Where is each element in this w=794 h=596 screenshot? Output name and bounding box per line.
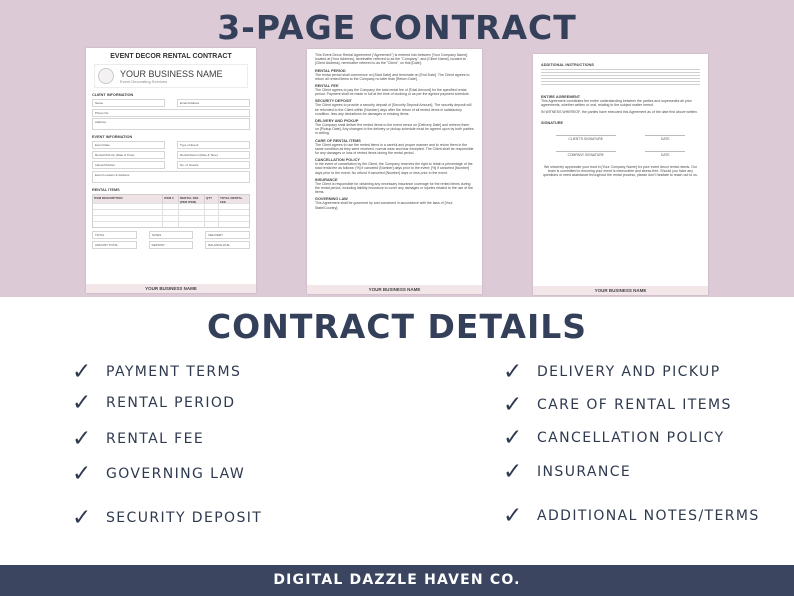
page-footer [307,285,482,294]
section-heading: SIGNATURE [541,120,564,125]
total-field: DEPOSIT [149,241,194,249]
checkmark-icon: ✓ [72,461,92,487]
note-line [541,78,700,79]
checkmark-icon: ✓ [72,390,92,416]
detail-label: CANCELLATION POLICY [537,430,725,446]
section-text: In the event of cancellation by the Client, the Company reserves the right to retain a percentage of the total rental fee as follows: [%] if canceled [Number] days prior to the event; [%] if canceled [Number] days prior to the event; No refund if canceled [Number] days or less prior to the event. [315,162,473,175]
business-header [94,64,248,88]
table-row [93,215,249,221]
detail-label: DELIVERY AND PICKUP [537,364,721,380]
signature-label: CLIENT'S SIGNATURE [556,135,616,141]
checkmark-icon: ✓ [72,359,92,385]
form-field: Rental Return (Date & Time) [177,151,250,159]
section-heading: RENTAL FEE [315,84,339,89]
checkmark-icon: ✓ [72,505,92,531]
total-field: TAXES [149,231,194,239]
contract-page-2-preview [307,49,482,294]
checkmark-icon: ✓ [503,392,523,418]
detail-item [72,390,235,416]
form-field: Event Location & Address [92,171,250,183]
contract-page-1-preview [86,48,256,293]
table-row [93,209,249,215]
business-name: YOUR BUSINESS NAME [120,68,223,79]
section-heading: CANCELLATION POLICY [315,158,360,163]
note-line [541,81,700,82]
checkmark-icon: ✓ [503,359,523,385]
total-field: AMOUNT TOTAL [92,241,137,249]
section-heading: ENTIRE AGREEMENT [541,95,581,99]
note-line [541,75,700,76]
checkmark-icon: ✓ [503,425,523,451]
total-field: TOTAL [92,231,137,239]
checkmark-icon: ✓ [72,426,92,452]
section-heading: DELIVERY AND PICKUP [315,119,359,124]
form-field: Email Address [177,99,250,107]
detail-label: ADDITIONAL NOTES/TERMS [537,508,760,524]
section-text: The rental period shall commence on [Start Date] and terminate on [End Date]. The Client agrees to return all rented items to the Company no later than [Return Date]. [315,72,470,81]
intro-paragraph: This Event Decor Rental Agreement ("Agreement") is entered into between [Your Company Name], located at [Your Address], hereinafter referred to as the "Company", and [Client Name], located at [Client Address], hereinafter referred to as the "Client", on this [Date]. [315,53,469,66]
signature-label: DATE [645,135,685,141]
detail-item [72,505,262,531]
detail-label: RENTAL PERIOD [106,395,236,411]
section-heading: SECURITY DEPOSIT [315,99,352,104]
detail-item [72,359,241,385]
section-text: This Agreement constitutes the entire understanding between the parties and supersedes all prior agreements, whether written or oral, relating to the subject matter hereof. [541,99,692,108]
section-heading: ADDITIONAL INSTRUCTIONS [541,63,594,67]
contract-page-3-preview [533,54,708,295]
section-heading: RENTAL PERIOD [315,68,346,73]
table-row [93,203,249,209]
detail-label: GOVERNING LAW [106,466,246,482]
table-row [93,221,249,227]
detail-item [503,459,631,485]
rental-section-heading: RENTAL ITEMS [92,188,120,192]
detail-item [72,426,204,452]
total-field: DELIVERY [205,231,250,239]
form-field: No. of Guests [177,161,250,169]
page-title: 3-PAGE CONTRACT [217,8,577,47]
page-footer [533,286,708,295]
event-section-heading: EVENT INFORMATION [92,135,133,139]
section-text: The Client is responsible for obtaining any necessary insurance coverage for the rented items during the rental period, including liability insurance to cover any damages or injuries related to the use of the items. [315,181,473,195]
table-header: ITEM # [163,195,179,203]
table-header: RENTAL FEE (PER ITEM) [179,195,205,203]
section-text: The Client agrees to pay the Company the total rental fee of [Total Amount] for the specified rental period. Payment shall be made in full at the time of booking or as per the agreed payment schedule. [315,88,470,97]
detail-item [503,392,732,418]
brand-footer: DIGITAL DAZZLE HAVEN CO. [0,565,794,596]
detail-label: CARE OF RENTAL ITEMS [537,397,732,413]
details-title: CONTRACT DETAILS [206,307,588,346]
section-text: The Client agrees to provide a security deposit of [Security Deposit Amount]. The security deposit will be refunded to the Client within [Number] days after the return of all rented items in satisfactory condition, less any deductions for damages or missing items. [315,103,472,116]
detail-item [503,425,725,451]
detail-label: RENTAL FEE [106,431,205,447]
footer-business-name: YOUR BUSINESS NAME [145,286,197,291]
section-text: This Agreement shall be governed by and construed in accordance with the laws of [Your State/Country]. [315,201,453,210]
form-field: Name [92,99,165,107]
checkmark-icon: ✓ [503,503,523,529]
detail-item [503,503,760,529]
section-heading: INSURANCE [315,177,338,182]
signature-label: DATE [645,151,685,157]
form-field: Event Date [92,141,165,149]
table-header: TOTAL RENTAL FEE [220,196,243,204]
checkmark-icon: ✓ [503,459,523,485]
note-line [541,72,700,73]
section-heading: CARE OF RENTAL ITEMS [315,138,361,143]
preview-banner [0,0,794,297]
signature-label: COMPANY SIGNATURE [556,151,616,157]
detail-label: PAYMENT TERMS [106,364,242,380]
form-field: Phone No. [92,109,250,117]
section-text: The Client agrees to use the rented items in a careful and proper manner and to return them in the same condition as they were received, normal wear and tear excepted. The Client shall be responsible for any damages or loss of rented items during the rental period. [315,142,474,156]
rental-items-table [92,194,250,228]
section-text: The Company shall deliver the rented items to the event venue on [Delivery Date] and retrieve them on [Pickup Date]. Any changes to the delivery or pickup schedule must be agreed upon by both parties in writing. [315,123,474,136]
note-line [541,84,700,85]
form-field: Indoor/Outdoor [92,161,165,169]
form-field: Rental Pick-Up (Date & Time) [92,151,165,159]
form-field: Type of Event [177,141,250,149]
detail-item [72,461,245,487]
total-field: BALANCE DUE [205,241,250,249]
closing-text: We sincerely appreciate your trust in [Your Company Name] for your event decor rental needs. Our team is committed to ensuring your event is memorable and stress-free. Should you have any questions or need assistance throughout the rental process, please don't hesitate to reach out to us. [543,164,698,178]
contract-title: EVENT DECOR RENTAL CONTRACT [110,53,232,60]
footer-business-name: YOUR BUSINESS NAME [594,288,647,293]
note-line [541,69,700,70]
footer-business-name: YOUR BUSINESS NAME [368,287,421,292]
table-header: QTY [205,195,219,203]
section-heading: GOVERNING LAW [315,197,348,202]
table-header: ITEM DESCRIPTION [93,195,163,203]
witness-text: IN WITNESS WHEREOF, the parties have executed this Agreement as of the date first above written. [541,110,698,115]
client-section-heading: CLIENT INFORMATION [92,93,134,97]
logo-placeholder-icon [98,68,114,84]
detail-label: INSURANCE [537,464,632,480]
page-footer [86,284,256,293]
detail-item [503,359,721,385]
form-field: Address [92,118,250,130]
business-subtitle: Event Decorating Services [120,78,168,84]
detail-label: SECURITY DEPOSIT [106,510,263,526]
